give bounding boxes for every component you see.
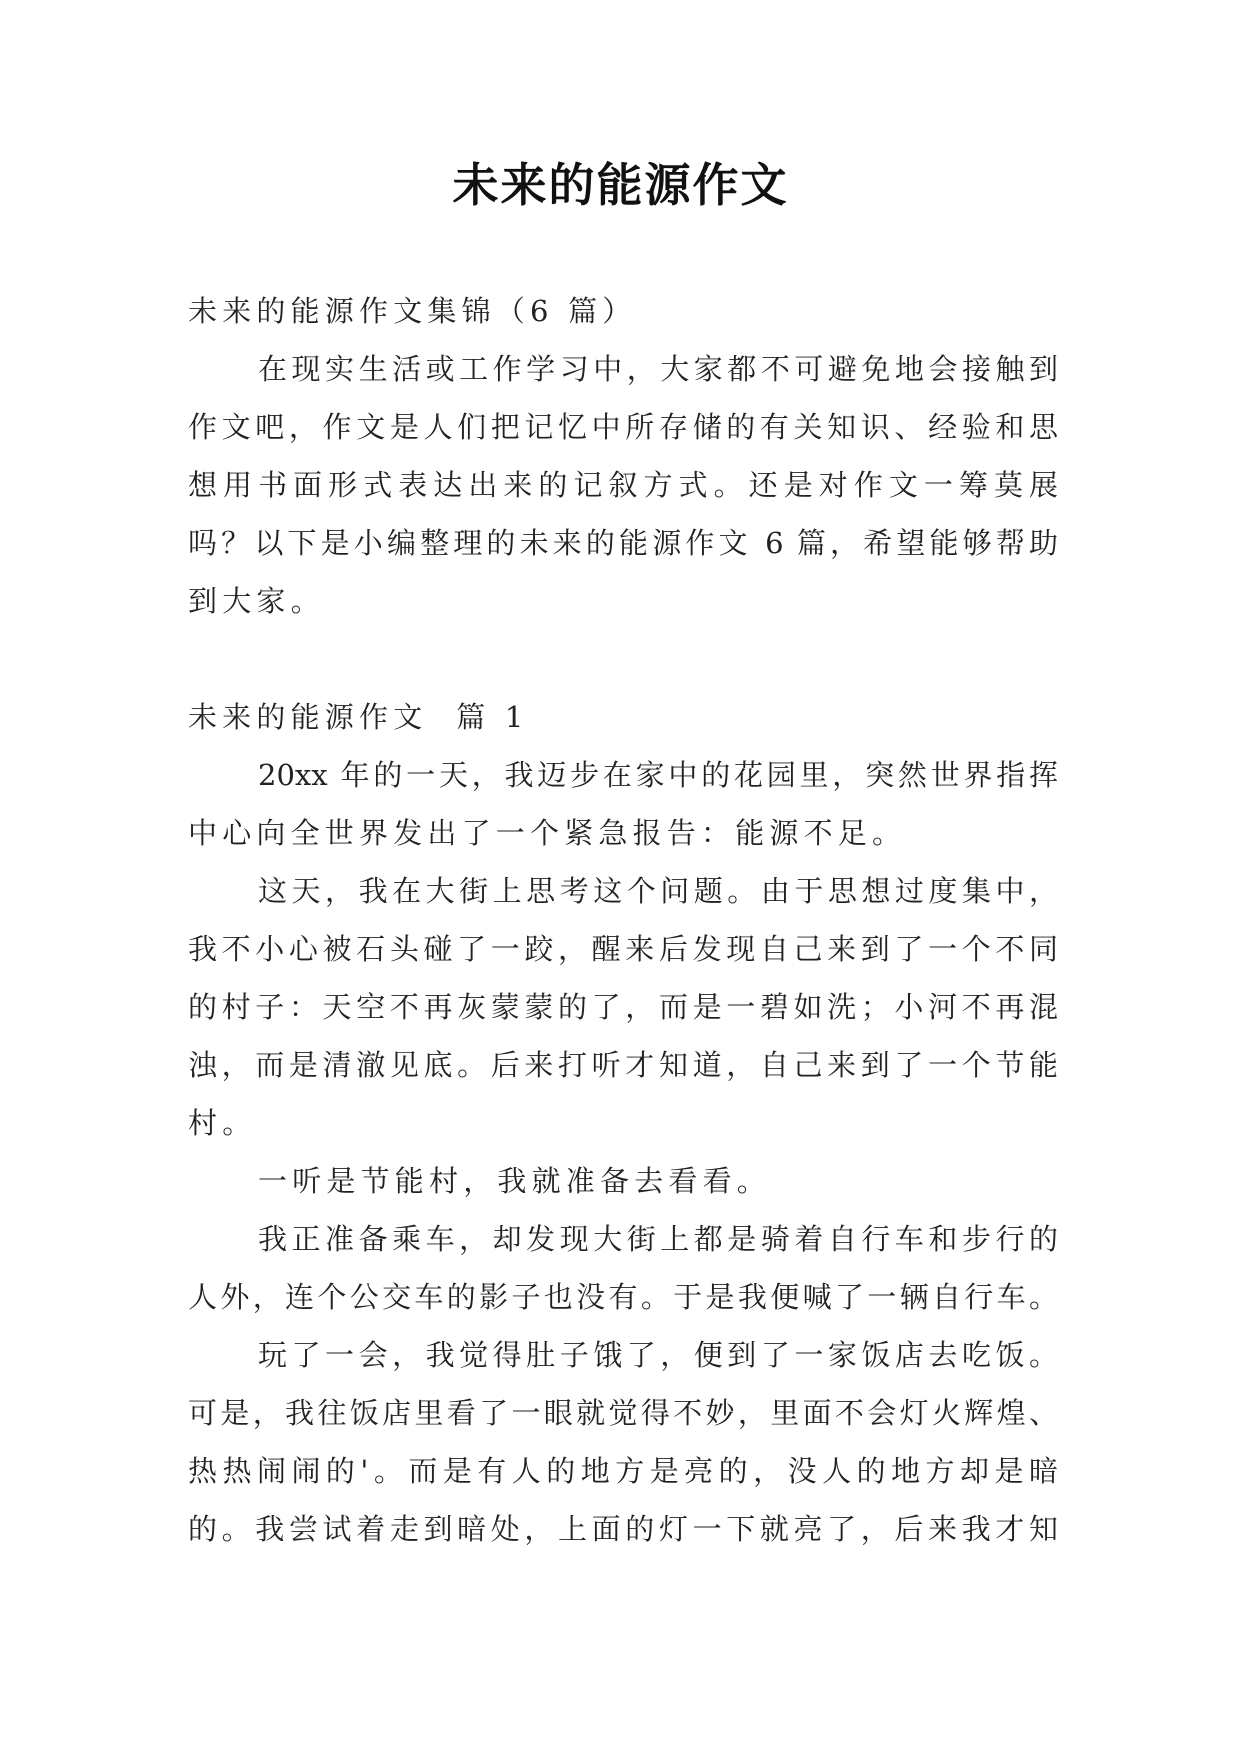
- text-line: 的村子：天空不再灰蒙蒙的了，而是一碧如洗；小河不再混: [188, 990, 1058, 1024]
- text-line: 村。: [188, 1106, 257, 1140]
- text-line: 这天，我在大街上思考这个问题。由于思想过度集中，: [258, 874, 1058, 908]
- text-line: 热热闹闹的'。而是有人的地方是亮的，没人的地方却是暗: [188, 1454, 1058, 1488]
- text-line: 一听是节能村，我就准备去看看。: [258, 1164, 772, 1198]
- text-line: 浊，而是清澈见底。后来打听才知道，自己来到了一个节能: [188, 1048, 1058, 1082]
- text-line: 人外，连个公交车的影子也没有。于是我便喊了一辆自行车。: [188, 1280, 1058, 1314]
- paragraph-gap: [188, 630, 1058, 688]
- essay-body: [188, 746, 1058, 1558]
- text-line: 想用书面形式表达出来的记叙方式。还是对作文一筹莫展: [188, 468, 1058, 502]
- text-line: 吗？以下是小编整理的未来的能源作文 6 篇，希望能够帮助: [188, 526, 1058, 560]
- text-line: 可是，我往饭店里看了一眼就觉得不妙，里面不会灯火辉煌、: [188, 1396, 1058, 1430]
- intro-paragraph: [188, 340, 1058, 630]
- text-line: 到大家。: [188, 584, 325, 618]
- text-line: 的。我尝试着走到暗处，上面的灯一下就亮了，后来我才知: [188, 1512, 1058, 1546]
- text-line: 作文吧，作文是人们把记忆中所存储的有关知识、经验和思: [188, 410, 1058, 444]
- collection-subtitle: 未来的能源作文集锦（6 篇）: [188, 294, 637, 328]
- document-body: [188, 282, 1058, 1558]
- text-line: 我不小心被石头碰了一跤，醒来后发现自己来到了一个不同: [188, 932, 1058, 966]
- text-line: 在现实生活或工作学习中，大家都不可避免地会接触到: [258, 352, 1058, 386]
- text-line: 我正准备乘车，却发现大街上都是骑着自行车和步行的: [258, 1222, 1058, 1256]
- document-title: 未来的能源作文: [452, 158, 789, 212]
- section-heading: 未来的能源作文 篇 1: [188, 700, 529, 734]
- text-line: 中心向全世界发出了一个紧急报告：能源不足。: [188, 816, 907, 850]
- text-line: 20xx 年的一天，我迈步在家中的花园里，突然世界指挥: [258, 758, 1058, 792]
- text-line: 玩了一会，我觉得肚子饿了，便到了一家饭店去吃饭。: [258, 1338, 1058, 1372]
